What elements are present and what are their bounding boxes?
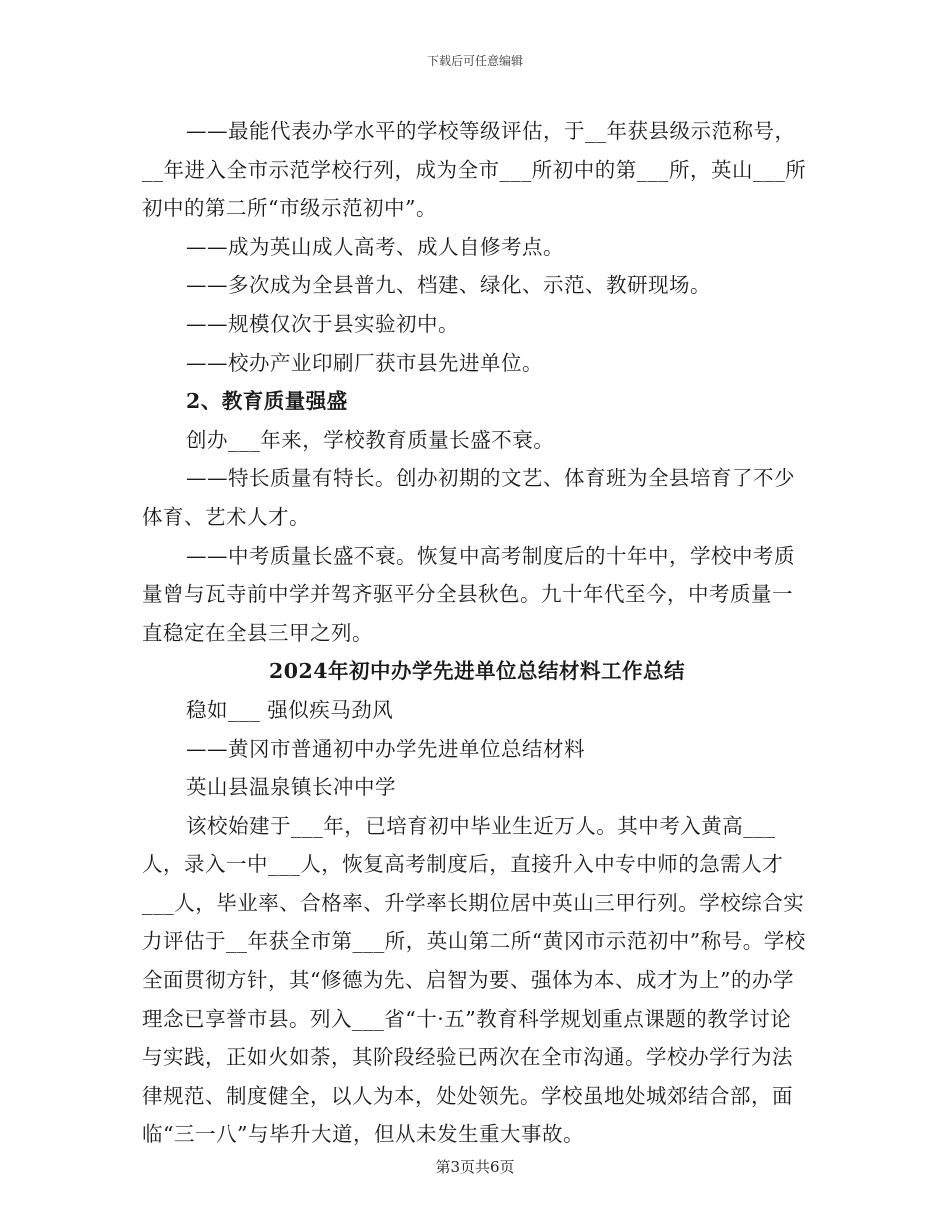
subtitle-material: ——黄冈市普通初中办学先进单位总结材料 [186, 736, 585, 761]
paragraph-exam-site: ——成为英山成人高考、成人自修考点。 [186, 234, 564, 259]
paragraph-specialty: ——特长质量有特长。创办初期的文艺、体育班为全县培育了不少体育、艺术人才。 [142, 466, 795, 529]
section-heading: 2、教育质量强盛 [186, 389, 348, 414]
paragraph-exam-quality: ——中考质量长盛不衰。恢复中高考制度后的十年中，学校中考质量曾与瓦寺前中学并驾齐驱平分全县秋色。九十年代至今，中考质量一直稳定在全县三甲之列。 [142, 543, 795, 645]
subtitle-motto: 稳如___ 强似疾马劲风 [186, 697, 394, 722]
page-header: 下载后可任意编辑 [426, 54, 523, 68]
paragraph-evaluation: ——最能代表办学水平的学校等级评估，于__年获县级示范称号，__年进入全市示范学校行列，成为全市___所初中的第___所，英山___所初中的第二所“市级示范初中”。 [142, 119, 807, 221]
paragraph-scale: ——规模仅次于县实验初中。 [186, 311, 459, 336]
paragraph-industry: ——校办产业印刷厂获市县先进单位。 [186, 350, 543, 375]
paragraph-quality-intro: 创办___年来，学校教育质量长盛不衰。 [186, 427, 555, 452]
paragraph-school-overview: 该校始建于___年，已培育初中毕业生近万人。其中考入黄高___人，录入一中___人，恢复高考制度后，直接升入中专中师的急需人才___人，毕业率、合格率、升学率长期位居中英山三甲行列。学校综合实力评估于__年获全市第___所，英山第二所“黄冈市示范初中”称号。学校全面贯彻方针，其“修德为先、启智为要、强体为本、成才为上”的办学理念已享誉市县。列入___省“十·五”教育科学规划重点课题的教学讨论与实践，正如火如荼，其阶段经验已两次在全市沟通。学校办学行为法律规范、制度健全，以人为本，处处领先。学校虽地处城郊结合部，面临“三一八”与毕升大道，但从未发生重大事故。 [142, 813, 806, 1147]
document-body [142, 112, 812, 1154]
document-title: 2024年初中办学先进单位总结材料工作总结 [268, 659, 686, 684]
paragraph-demo-site: ——多次成为全县普九、档建、绿化、示范、教研现场。 [186, 273, 711, 298]
school-name: 英山县温泉镇长冲中学 [186, 775, 396, 800]
page-footer: 第3页共6页 [435, 1158, 515, 1176]
